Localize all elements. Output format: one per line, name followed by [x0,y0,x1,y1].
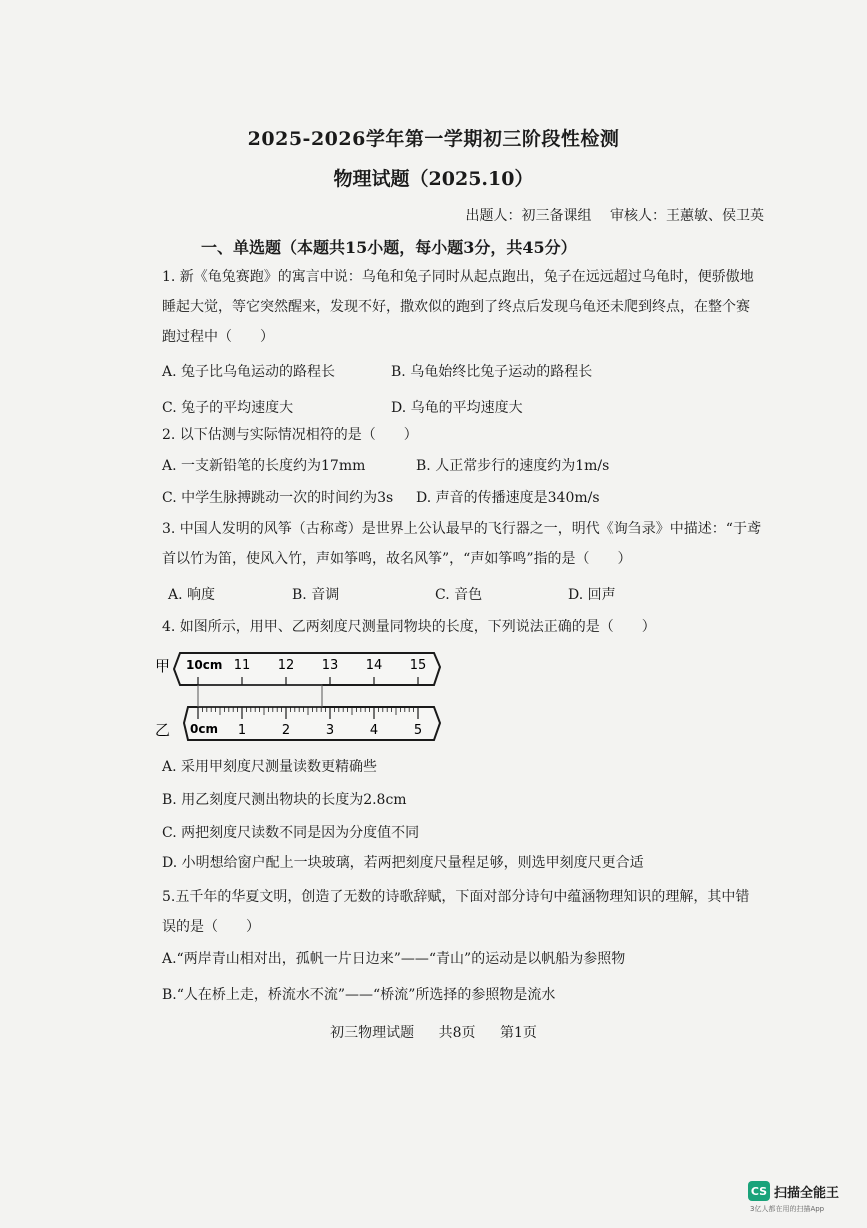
scanner-name: 扫描全能王 [774,1185,840,1201]
reviewer: 审核人：王蕙敏、侯卫英 [610,208,764,224]
ruler-b-tick-label-5: 5 [413,723,423,738]
ruler-a-tick-label-14: 14 [365,658,383,673]
ruler-a-unit: 10cm [186,658,223,672]
ruler-a-tick-label-13: 13 [321,658,339,673]
q1-option-a: A. 兔子比乌龟运动的路程长 [162,364,336,380]
ruler-a-label: 甲 [155,657,171,675]
q1-option-c: C. 兔子的平均速度大 [162,400,294,416]
ruler-a-tick-label-11: 11 [233,658,251,673]
question-4-stem: 4. 如图所示，用甲、乙两刻度尺测量同物块的长度，下列说法正确的是（ ） [162,619,656,635]
q4-option-a: A. 采用甲刻度尺测量读数更精确些 [162,759,378,775]
ruler-b-unit: 0cm [190,722,218,736]
footer-page: 第1页 [499,1025,537,1041]
q3-option-d: D. 回声 [568,587,616,603]
footer-name: 初三物理试题 [330,1025,415,1041]
q3-option-a: A. 响度 [168,587,216,603]
ruler-b-tick-label-2: 2 [281,723,291,738]
scanner-tagline: 3亿人都在用的扫描App [750,1205,825,1213]
exam-title: 2025-2026学年第一学期初三阶段性检测 [247,128,620,150]
q2-option-a: A. 一支新铅笔的长度约为17mm [162,458,366,474]
question-3-stem: 3. 中国人发明的风筝（古称鸢）是世界上公认最早的飞行器之一，明代《询刍录》中描述：“于鸢首以竹为笛，使风入竹，声如筝鸣，故名风筝”，“声如筝鸣”指的是（ ） [162,521,761,567]
q4-option-b: B. 用乙刻度尺测出物块的长度为2.8cm [162,792,407,808]
footer-total: 共8页 [438,1025,476,1041]
ruler-b-label: 乙 [155,721,171,739]
setter: 出题人：初三备课组 [465,208,592,224]
scanner-watermark [748,1181,839,1201]
section-heading: 一、单选题（本题共15小题，每小题3分，共45分） [201,238,577,257]
question-2-stem: 2. 以下估测与实际情况相符的是（ ） [162,427,418,443]
ruler-a-tick-label-15: 15 [409,658,427,673]
ruler-b-tick-label-3: 3 [325,723,335,738]
q5-option-a: A.“两岸青山相对出，孤帆一片日边来”——“青山”的运动是以帆船为参照物 [162,951,626,967]
question-5-stem: 5.五千年的华夏文明，创造了无数的诗歌辞赋，下面对部分诗句中蕴涵物理知识的理解，其中错误的是（ ） [162,889,750,935]
q4-option-c: C. 两把刻度尺读数不同是因为分度值不同 [162,825,420,841]
authors-line [452,205,764,225]
q1-option-d: D. 乌龟的平均速度大 [391,400,523,416]
ruler-b-tick-label-4: 4 [369,723,379,738]
ruler-diagram [150,645,450,745]
exam-subtitle: 物理试题（2025.10） [333,168,534,190]
q2-option-c: C. 中学生脉搏跳动一次的时间约为3s [162,490,394,506]
page-footer [0,1022,867,1042]
q2-option-b: B. 人正常步行的速度约为1m/s [416,458,610,474]
q4-option-d: D. 小明想给窗户配上一块玻璃，若两把刻度尺量程足够，则选甲刻度尺更合适 [162,855,644,871]
q2-option-d: D. 声音的传播速度是340m/s [416,490,600,506]
ruler-b-tick-label-1: 1 [237,723,247,738]
q1-option-b: B. 乌龟始终比兔子运动的路程长 [391,364,593,380]
q3-option-b: B. 音调 [292,587,340,603]
question-1-stem: 1. 新《龟兔赛跑》的寓言中说：乌龟和兔子同时从起点跑出，兔子在远远超过乌龟时，便骄傲地睡起大觉，等它突然醒来，发现不好，撒欢似的跑到了终点后发现乌龟还未爬到终点，在整个赛跑过程中（ ） [162,269,754,345]
camscanner-logo-icon: CS [748,1181,770,1201]
measured-block [198,685,322,707]
q3-option-c: C. 音色 [435,587,483,603]
q5-option-b: B.“人在桥上走，桥流水不流”——“桥流”所选择的参照物是流水 [162,987,556,1003]
ruler-a-tick-label-12: 12 [277,658,295,673]
